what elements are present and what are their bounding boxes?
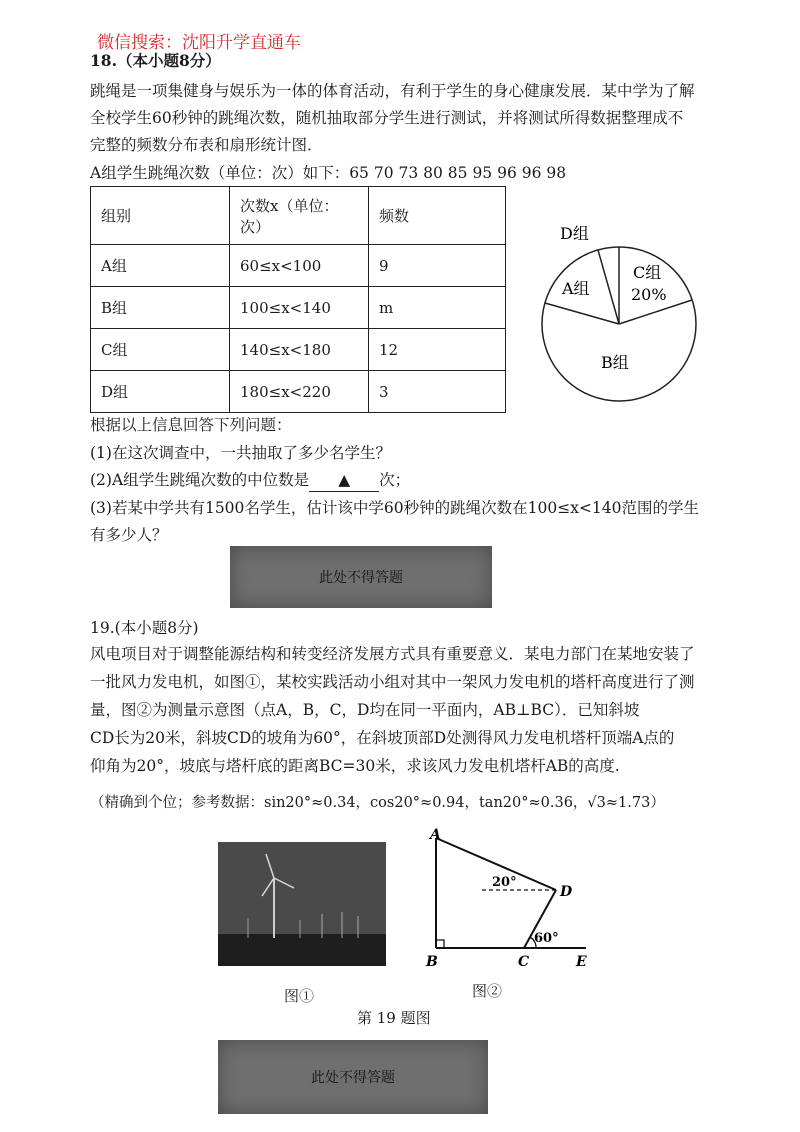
q18-sub3-line1: (3)若某中学共有1500名学生，估计该中学60秒钟的跳绳次数在100≤x<140范围的学生 (90, 499, 700, 517)
table-header-row (91, 187, 506, 245)
point-label-b: B (426, 954, 438, 970)
q19-line2: 一批风力发电机，如图①，某校实践活动小组对其中一架风力发电机的塔杆高度进行了测 (90, 673, 695, 691)
pie-label-b: B组 (601, 353, 629, 372)
q19-header: 19.(本小题8分) (90, 619, 199, 637)
table-header-count (230, 187, 369, 245)
figure-2-caption: 图② (472, 982, 503, 1000)
pie-label-a: A组 (562, 279, 590, 298)
q19-line1: 风电项目对于调整能源结构和转变经济发展方式具有重要意义．某电力部门在某地安装了 (90, 645, 695, 663)
q19-reference-data: （精确到个位；参考数据：sin20°≈0.34，cos20°≈0.94，tan20°≈0.36，√3≈1.73） (90, 795, 665, 811)
table-cell: 180≤x<220 (230, 371, 369, 413)
no-answer-box-19: 此处不得答题 (218, 1040, 488, 1114)
geometry-diagram (420, 828, 600, 978)
right-angle-mark (436, 940, 444, 948)
table-cell: m (369, 287, 506, 329)
pie-label-c-percent: 20% (631, 285, 667, 304)
q18-sub2-suffix: 次； (379, 471, 411, 489)
figure-1-caption: 图① (284, 987, 315, 1005)
point-label-a: A (430, 828, 441, 843)
table-cell: 9 (369, 245, 506, 287)
table-cell: 12 (369, 329, 506, 371)
table-cell: 3 (369, 371, 506, 413)
table-header-frequency: 频数 (369, 187, 506, 245)
q18-groupA-data: A组学生跳绳次数（单位：次）如下：65 70 73 80 85 95 96 96 98 (90, 164, 567, 182)
q18-header: 18.（本小题8分） (90, 51, 221, 70)
no-answer-box-18: 此处不得答题 (230, 546, 492, 608)
table-row (91, 329, 506, 371)
table-cell: 60≤x<100 (230, 245, 369, 287)
wind-turbine-icon (218, 842, 386, 966)
table-row (91, 371, 506, 413)
q18-sub2 (90, 469, 410, 492)
table-cell: D组 (91, 371, 230, 413)
q18-para-line1: 跳绳是一项集健身与娱乐为一体的体育活动，有利于学生的身心健康发展．某中学为了解 (90, 82, 695, 100)
q18-prompt: 根据以上信息回答下列问题： (90, 416, 292, 434)
q19-line5: 仰角为20°，坡底与塔杆底的距离BC=30米，求该风力发电机塔杆AB的高度. (90, 757, 620, 775)
pie-label-c: C组 (633, 263, 662, 282)
q19-line4: CD长为20米，斜坡CD的坡角为60°，在斜坡顶部D处测得风力发电机塔杆顶端A点的 (90, 729, 675, 747)
table-cell: 100≤x<140 (230, 287, 369, 329)
q18-para-line2: 全校学生60秒钟的跳绳次数，随机抽取部分学生进行测试，并将测试所得数据整理成不 (90, 109, 684, 127)
table-row (91, 287, 506, 329)
point-label-c: C (518, 954, 530, 970)
angle-label-60: 60° (534, 931, 559, 946)
figure-caption: 第 19 题图 (357, 1009, 431, 1027)
wind-turbine-photo (218, 842, 386, 966)
q18-sub2-blank[interactable]: ▲ (309, 469, 379, 492)
table-cell: C组 (91, 329, 230, 371)
point-label-e: E (576, 954, 587, 970)
table-row (91, 245, 506, 287)
pie-label-d: D组 (560, 224, 589, 243)
q19-line3: 量，图②为测量示意图（点A，B，C，D均在同一平面内，AB⊥BC）．已知斜坡 (90, 701, 640, 719)
q18-sub1: (1)在这次调查中，一共抽取了多少名学生？ (90, 444, 391, 462)
q18-para-line3: 完整的频数分布表和扇形统计图． (90, 136, 323, 154)
table-cell: B组 (91, 287, 230, 329)
table-cell: A组 (91, 245, 230, 287)
pie-chart (530, 220, 710, 430)
table-header-group: 组别 (91, 187, 230, 245)
watermark: 微信搜索：沈阳升学直通车 (97, 33, 301, 53)
table-header-count-line1: 次数x（单位： (240, 196, 339, 215)
q18-sub2-text: (2)A组学生跳绳次数的中位数是 (90, 471, 310, 489)
table-cell: 140≤x<180 (230, 329, 369, 371)
frequency-table (90, 186, 506, 413)
table-header-count-line2: 次） (240, 217, 271, 236)
point-label-d: D (560, 884, 573, 900)
q18-sub3-line2: 有多少人？ (90, 526, 168, 544)
angle-label-20: 20° (492, 875, 517, 890)
